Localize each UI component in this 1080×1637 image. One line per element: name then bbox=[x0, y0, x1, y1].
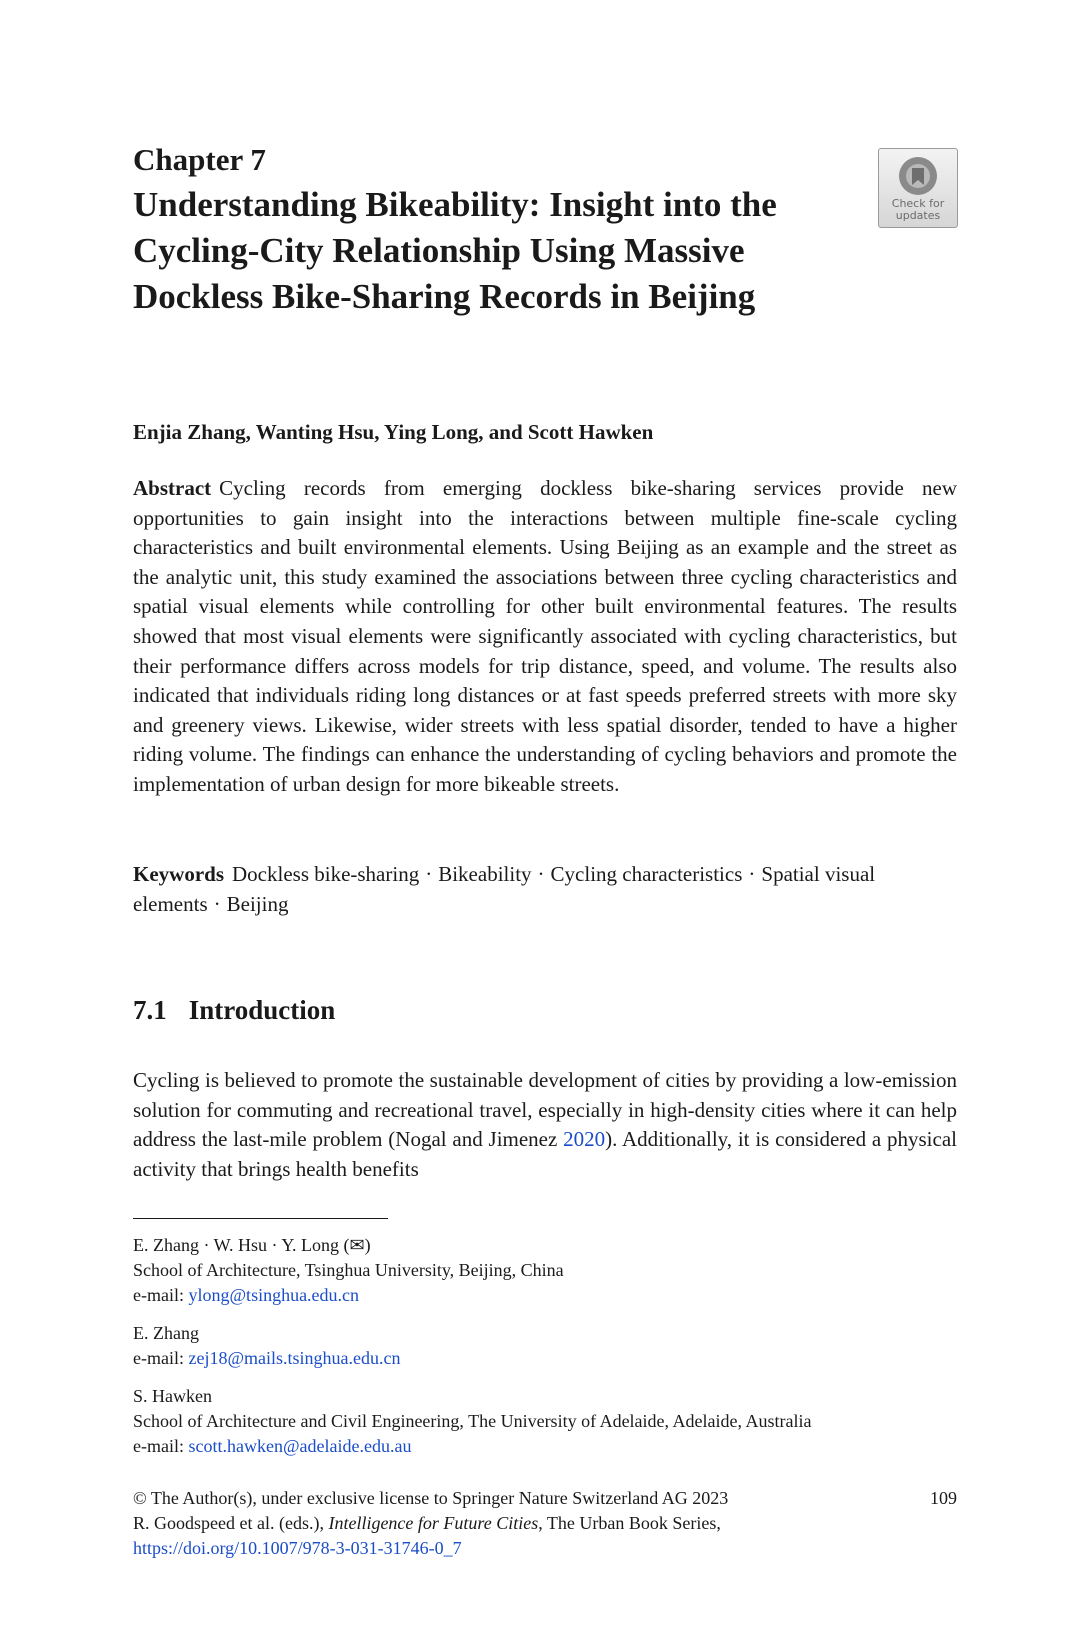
affiliation-email bbox=[133, 1346, 957, 1371]
keywords-heading: Keywords bbox=[133, 862, 224, 886]
affiliation-email bbox=[133, 1434, 957, 1459]
keywords bbox=[133, 860, 957, 919]
intro-text-continued: ). Additionally, it is considered a physical activity that brings health benefits bbox=[133, 1127, 957, 1181]
doi-link[interactable]: https://doi.org/10.1007/978-3-031-31746-0_7 bbox=[133, 1538, 462, 1558]
crossmark-icon bbox=[897, 155, 939, 197]
copyright-block bbox=[133, 1486, 957, 1561]
keyword: Cycling characteristics bbox=[550, 862, 743, 886]
affiliation-names: E. Zhang · W. Hsu · Y. Long (✉) bbox=[133, 1235, 371, 1255]
abstract-text: Cycling records from emerging dockless bike-sharing services provide new opportunities to gain insight into the interactions between multiple fine-scale cycling characteristics and built environmental elements. Using Beijing as an example and the street as the analytic unit, this study examined the associations between three cycling characteristics and spatial visual elements while controlling for other built environmental features. The results showed that most visual elements were significantly associated with cycling characteristics, but their performance differs across models for trip distance, speed, and volume. The results also indicated that individuals riding long distances or at fast speeds preferred streets with more sky and greenery views. Likewise, wider streets with less spatial disorder, tended to have a higher riding volume. The findings can enhance the understanding of cycling behaviors and promote the implementation of urban design for more bikeable streets. bbox=[133, 476, 957, 796]
citation-link[interactable]: 2020 bbox=[563, 1127, 606, 1152]
keyword-separator: · bbox=[537, 862, 545, 886]
email-label: e-mail: bbox=[133, 1348, 189, 1368]
email-label: e-mail: bbox=[133, 1285, 189, 1305]
email-link[interactable]: scott.hawken@adelaide.edu.au bbox=[188, 1436, 412, 1456]
affiliation-names: E. Zhang bbox=[133, 1323, 199, 1343]
keyword-separator: · bbox=[748, 862, 756, 886]
affiliation-block bbox=[133, 1321, 957, 1371]
abstract bbox=[133, 474, 957, 800]
chapter-title: Understanding Bikeability: Insight into the Cycling-City Relationship Using Massive Dockless Bike-Sharing Records in Beijing bbox=[133, 185, 777, 316]
check-for-updates-badge[interactable] bbox=[878, 148, 958, 228]
author-list: Enjia Zhang, Wanting Hsu, Ying Long, and Scott Hawken bbox=[133, 420, 654, 444]
section-title: Introduction bbox=[188, 995, 336, 1025]
section-heading bbox=[133, 993, 335, 1027]
crossmark-text-line2: updates bbox=[895, 209, 941, 222]
keyword: Spatial visual elements bbox=[133, 862, 876, 916]
email-link[interactable]: ylong@tsinghua.edu.cn bbox=[188, 1285, 360, 1305]
intro-text: Cycling is believed to promote the sustainable development of cities by providing a low-emission solution for commuting and recreational travel, especially in high-density cities where it can help address the last-mile problem (Nogal and Jimenez bbox=[133, 1068, 957, 1152]
email-link[interactable]: zej18@mails.tsinghua.edu.cn bbox=[188, 1348, 401, 1368]
keyword: Dockless bike-sharing bbox=[232, 862, 420, 886]
section-number: 7.1 bbox=[133, 995, 167, 1025]
page-number: 109 bbox=[930, 1488, 957, 1508]
affiliation-email bbox=[133, 1283, 957, 1308]
keyword: Bikeability bbox=[438, 862, 532, 886]
keyword: Beijing bbox=[226, 891, 289, 916]
affiliation-institution: School of Architecture, Tsinghua University, Beijing, China bbox=[133, 1260, 564, 1280]
keyword-separator: · bbox=[213, 891, 221, 916]
book-series: , The Urban Book Series, bbox=[538, 1513, 721, 1533]
copyright-notice: © The Author(s), under exclusive license to Springer Nature Switzerland AG 2023 bbox=[133, 1488, 729, 1508]
chapter-label: Chapter 7 bbox=[133, 142, 266, 177]
footnote-divider bbox=[133, 1218, 388, 1219]
affiliation-names: S. Hawken bbox=[133, 1386, 212, 1406]
affiliation-block bbox=[133, 1384, 957, 1459]
book-editors: R. Goodspeed et al. (eds.), bbox=[133, 1513, 329, 1533]
book-citation bbox=[133, 1511, 957, 1536]
crossmark-text-line1: Check for bbox=[891, 197, 945, 210]
abstract-heading: Abstract bbox=[133, 476, 212, 500]
book-title: Intelligence for Future Cities bbox=[328, 1513, 539, 1533]
affiliation-institution: School of Architecture and Civil Engineering, The University of Adelaide, Adelaide, Australia bbox=[133, 1411, 812, 1431]
keyword-separator: · bbox=[425, 862, 433, 886]
affiliation-block bbox=[133, 1233, 957, 1308]
introduction-paragraph bbox=[133, 1066, 957, 1184]
email-label: e-mail: bbox=[133, 1436, 189, 1456]
